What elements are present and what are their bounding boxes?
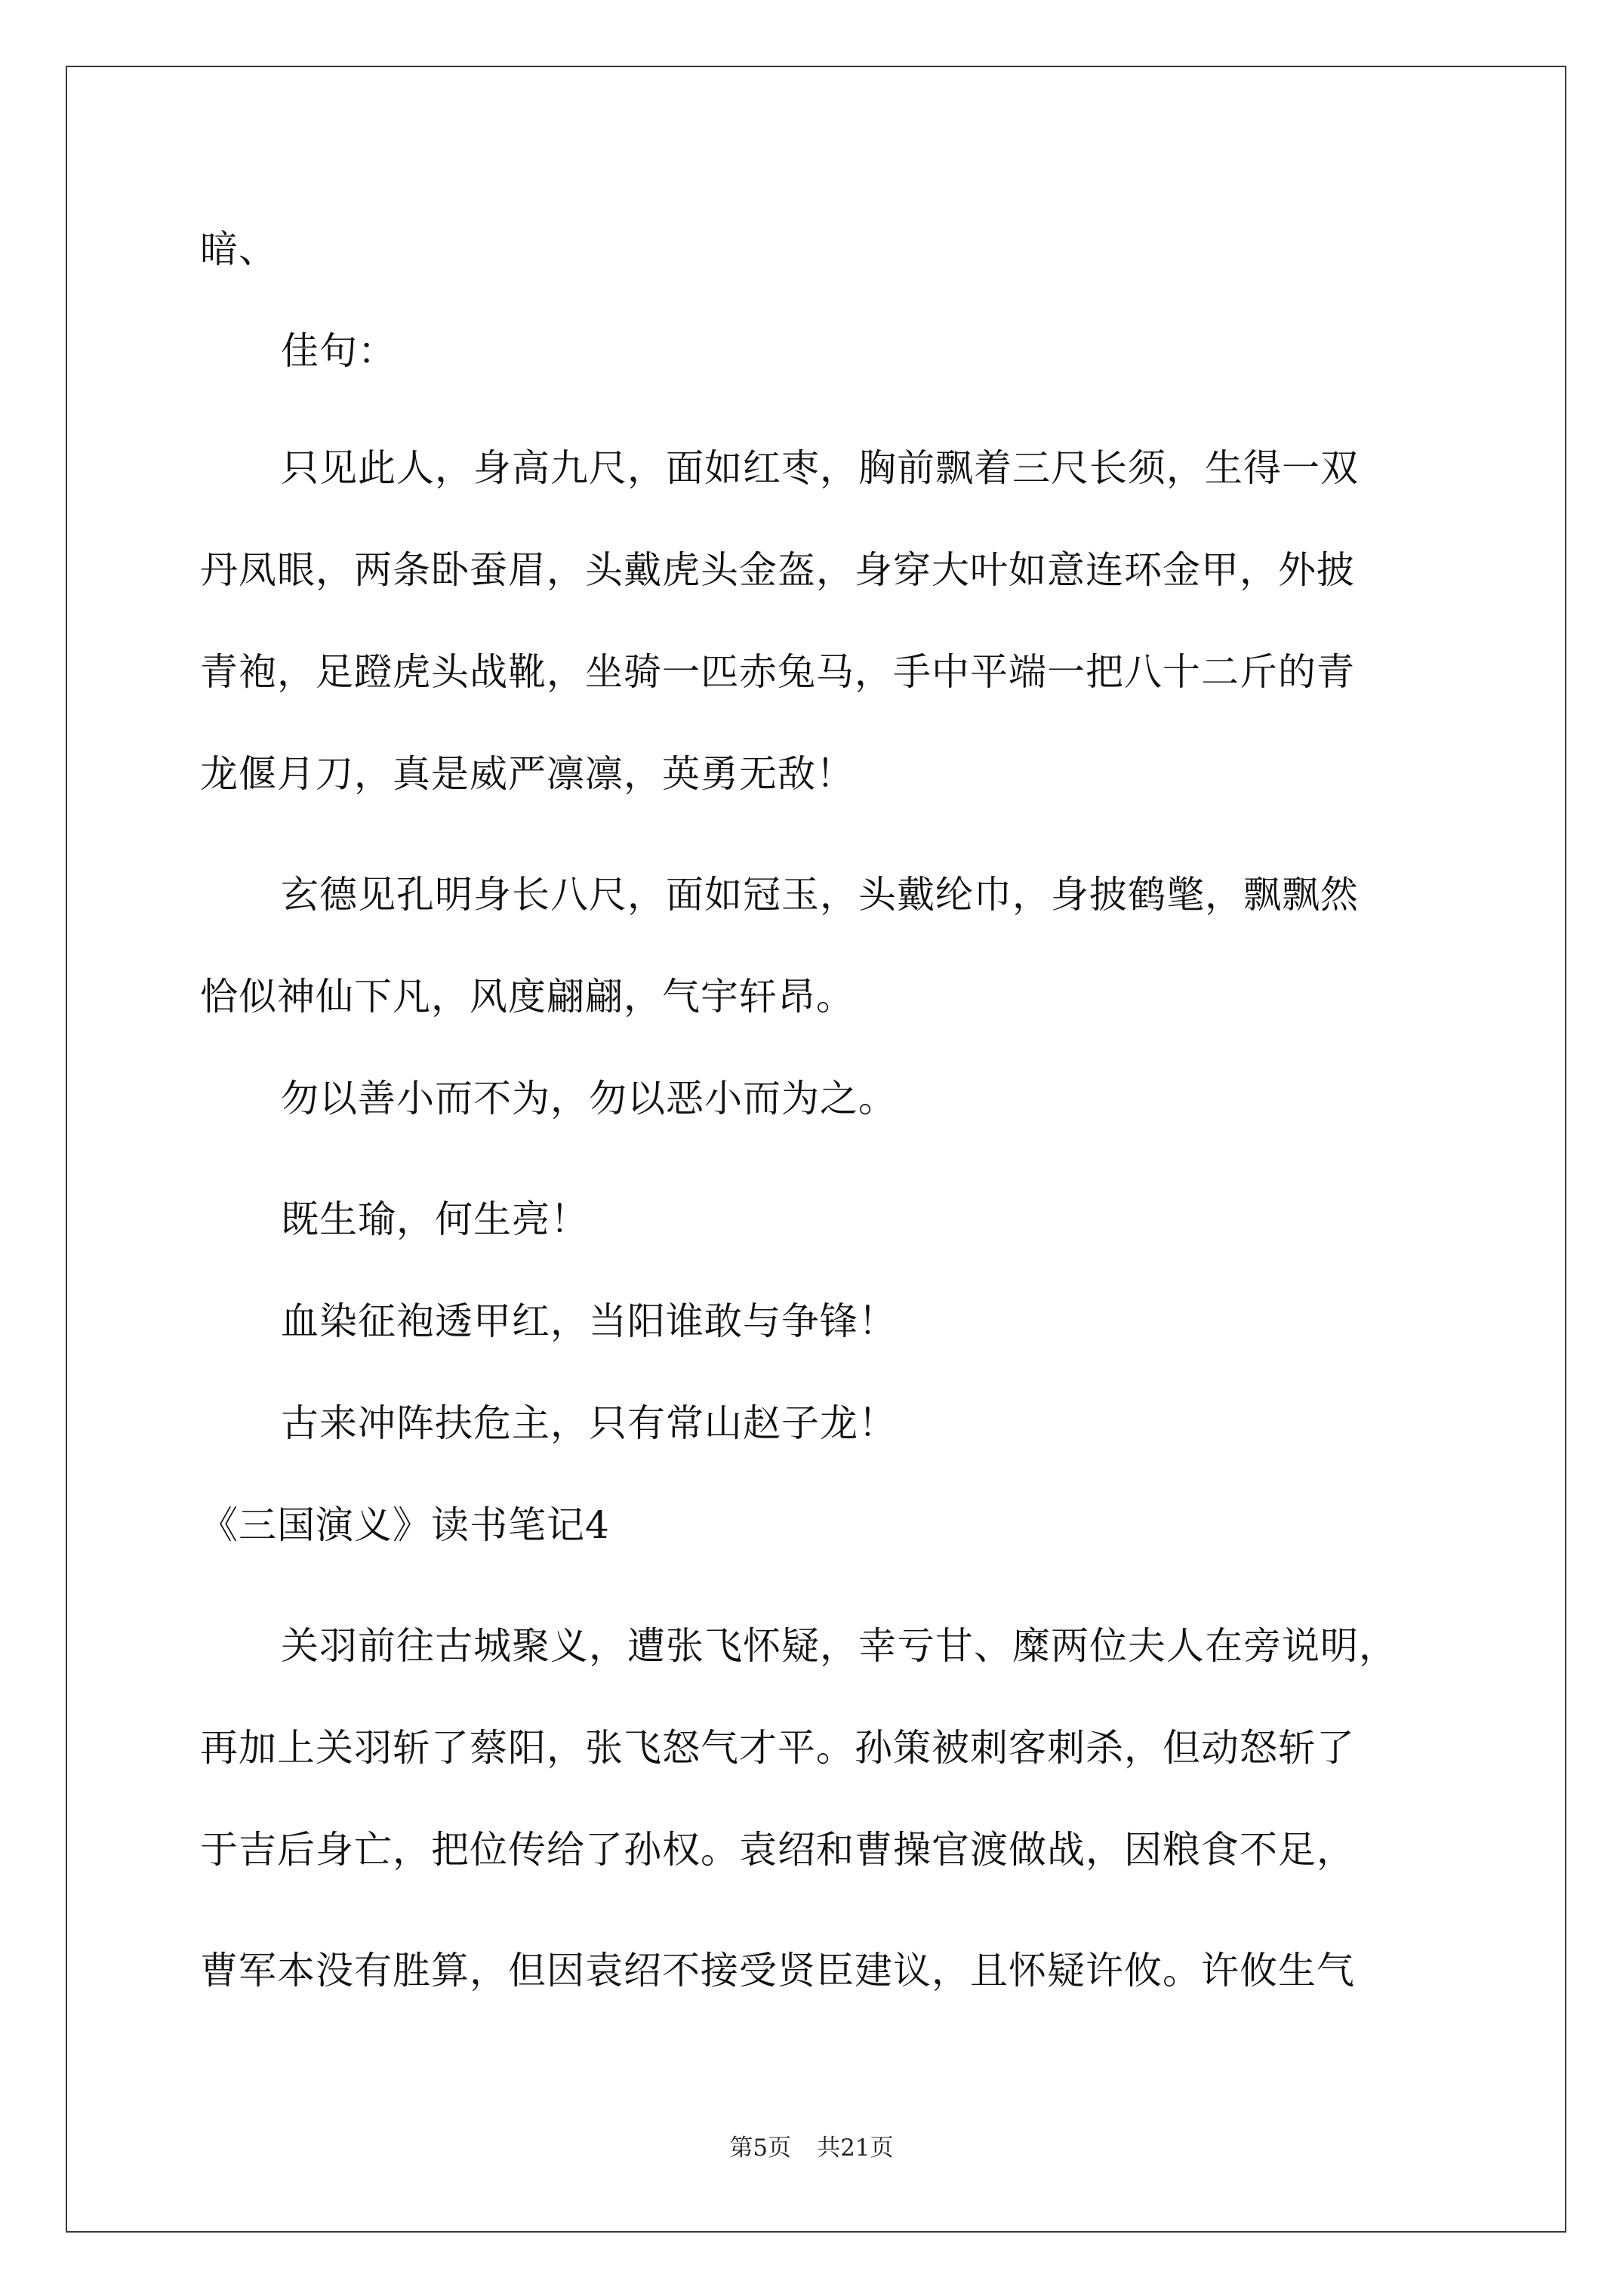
text-line: 恰似神仙下凡，风度翩翩，气宇轩昂。 [200, 975, 855, 1019]
page-border [66, 66, 1566, 2233]
text-line: 关羽前往古城聚义，遭张飞怀疑，幸亏甘、糜两位夫人在旁说明， [281, 1624, 1397, 1668]
text-line: 只见此人，身高九尺，面如红枣，胸前飘着三尺长须，生得一双 [281, 446, 1359, 490]
section-label: 佳句： [281, 329, 396, 373]
text-line: 再加上关羽斩了蔡阳，张飞怒气才平。孙策被刺客刺杀，但动怒斩了 [200, 1726, 1355, 1770]
text-line: 暗、 [200, 227, 277, 271]
text-line: 血染征袍透甲红，当阳谁敢与争锋！ [281, 1299, 897, 1343]
section-heading: 《三国演义》读书笔记4 [200, 1503, 610, 1547]
text-line: 玄德见孔明身长八尺，面如冠玉，头戴纶巾，身披鹤氅，飘飘然 [281, 873, 1359, 917]
text-line: 勿以善小而不为，勿以恶小而为之。 [281, 1077, 897, 1120]
text-line: 古来冲阵扶危主，只有常山赵子龙！ [281, 1401, 897, 1445]
text-line: 丹凤眼，两条卧蚕眉，头戴虎头金盔，身穿大叶如意连环金甲，外披 [200, 548, 1355, 592]
text-line: 既生瑜，何生亮！ [281, 1197, 589, 1241]
page-number: 第5页 [729, 2134, 792, 2162]
text-line: 曹军本没有胜算，但因袁绍不接受贤臣建议，且怀疑许攸。许攸生气 [200, 1949, 1355, 1992]
text-line: 龙偃月刀，真是威严凛凛，英勇无敌！ [200, 752, 855, 796]
text-line: 青袍，足蹬虎头战靴，坐骑一匹赤兔马，手中平端一把八十二斤的青 [200, 650, 1355, 694]
text-line: 于吉后身亡，把位传给了孙权。袁绍和曹操官渡做战，因粮食不足， [200, 1828, 1355, 1872]
page-footer [0, 2133, 1623, 2163]
page-total: 共21页 [817, 2134, 894, 2162]
